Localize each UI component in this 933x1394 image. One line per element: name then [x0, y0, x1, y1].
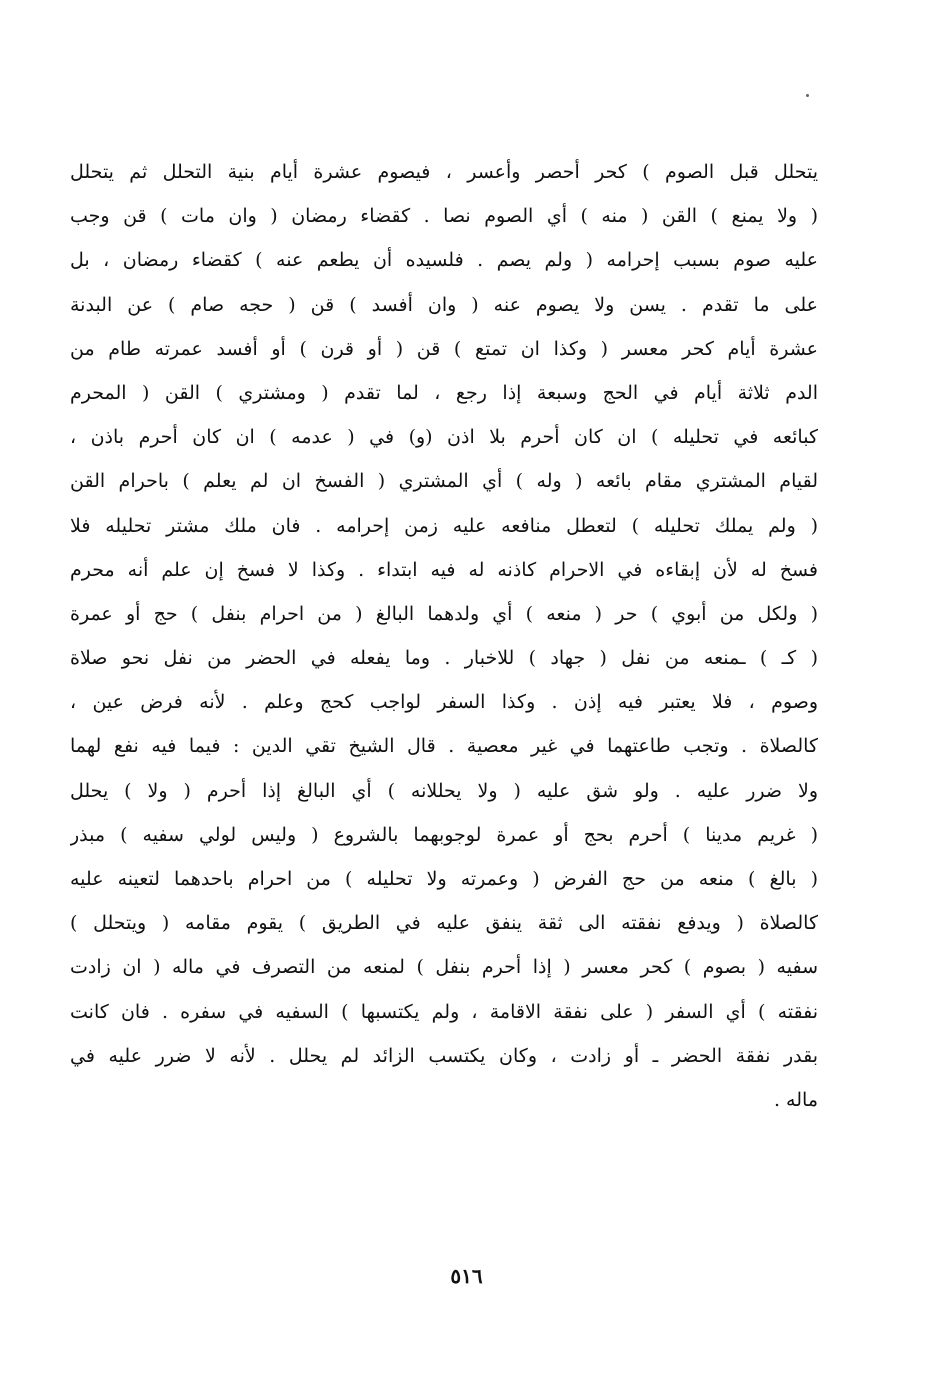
scan-speck — [806, 94, 809, 97]
text-line: كالصلاة ( ويدفع نفقته الى ثقة ينفق عليه في الطريق ) يقوم مقامه ( ويتحلل ) — [70, 912, 818, 935]
text-line: الدم ثلاثة أيام في الحج وسبعة إذا رجع ، لما تقدم ( ومشتري ) القن ( المحرم — [70, 381, 818, 404]
text-line: فسخ له لأن إبقاءه في الاحرام كاذنه له فيه ابتداء . وكذا لا فسخ إن علم أنه محرم — [70, 558, 818, 581]
text-line: ( بالغ ) منعه من حج الفرض ( وعمرته ولا تحليله ) من احرام باحدهما لتعينه عليه — [70, 868, 818, 890]
text-line: كبائعه في تحليله ) ان كان أحرم بلا اذن (و) في ( عدمه ) ان كان أحرم باذن ، — [70, 426, 818, 449]
text-line: كالصلاة . وتجب طاعتهما في غير معصية . قال الشيخ تقي الدين : فيما فيه نفع لهما — [70, 735, 818, 758]
text-line: ماله . — [773, 1088, 818, 1111]
text-line: لقيام المشتري مقام بائعه ( وله ) أي المشتري ( الفسخ ان لم يعلم ) باحرام القن — [70, 470, 818, 493]
text-line: ( ولا يمنع ) القن ( منه ) أي الصوم نصا . كقضاء رمضان ( وان مات ) قن وجب — [70, 205, 818, 228]
text-line: سفيه ( بصوم ) كحر معسر ( إذا أحرم بنفل ) لمنعه من التصرف في ماله ( ان زادت — [70, 956, 818, 979]
text-line: عليه صوم بسبب إحرامه ( ولم يصم . فلسيده أن يطعم عنه ) كقضاء رمضان ، بل — [70, 249, 818, 272]
text-line: بقدر نفقة الحضر ـ أو زادت ، وكان يكتسب الزائد لم يحلل . لأنه لا ضرر عليه في — [70, 1044, 818, 1067]
text-line: ( ولم يملك تحليله ) لتعطل منافعه عليه زمن إحرامه . فان ملك مشتر تحليله فلا — [70, 514, 818, 537]
text-line: ( ولكل من أبوي ) حر ( منعه ) أي ولدهما البالغ ( من احرام بنفل ) حج أو عمرة — [70, 602, 818, 625]
text-line: ( كـ ) ـمنعه من نفل ( جهاد ) للاخبار . وما يفعله في الحضر من نفل نحو صلاة — [70, 647, 818, 670]
body-text — [70, 150, 818, 1122]
text-line: نفقته ) أي السفر ( على نفقة الاقامة ، ولم يكتسبها ) السفيه في سفره . فان كانت — [70, 1000, 818, 1023]
text-line: ( غريم مدينا ) أحرم بحج أو عمرة لوجوبهما بالشروع ( وليس لولي سفيه ) مبذر — [70, 823, 818, 846]
text-line: يتحلل قبل الصوم ) كحر أحصر وأعسر ، فيصوم عشرة أيام بنية التحلل ثم يتحلل — [70, 161, 818, 183]
page-number: ٥١٦ — [450, 1264, 483, 1288]
text-line: على ما تقدم . يسن ولا يصوم عنه ( وان أفسد ) قن ( حجه صام ) عن البدنة — [70, 293, 818, 316]
text-line: ولا ضرر عليه . ولو شق عليه ( ولا يحللانه ) أي البالغ إذا أحرم ( ولا ) يحلل — [70, 779, 818, 802]
text-line: عشرة أيام كحر معسر ( وكذا ان تمتع ) قن ( أو قرن ) أو أفسد عمرته طام من — [70, 337, 818, 360]
text-line: وصوم ، فلا يعتبر فيه إذن . وكذا السفر لواجب كحج وعلم . لأنه فرض عين ، — [70, 691, 818, 714]
